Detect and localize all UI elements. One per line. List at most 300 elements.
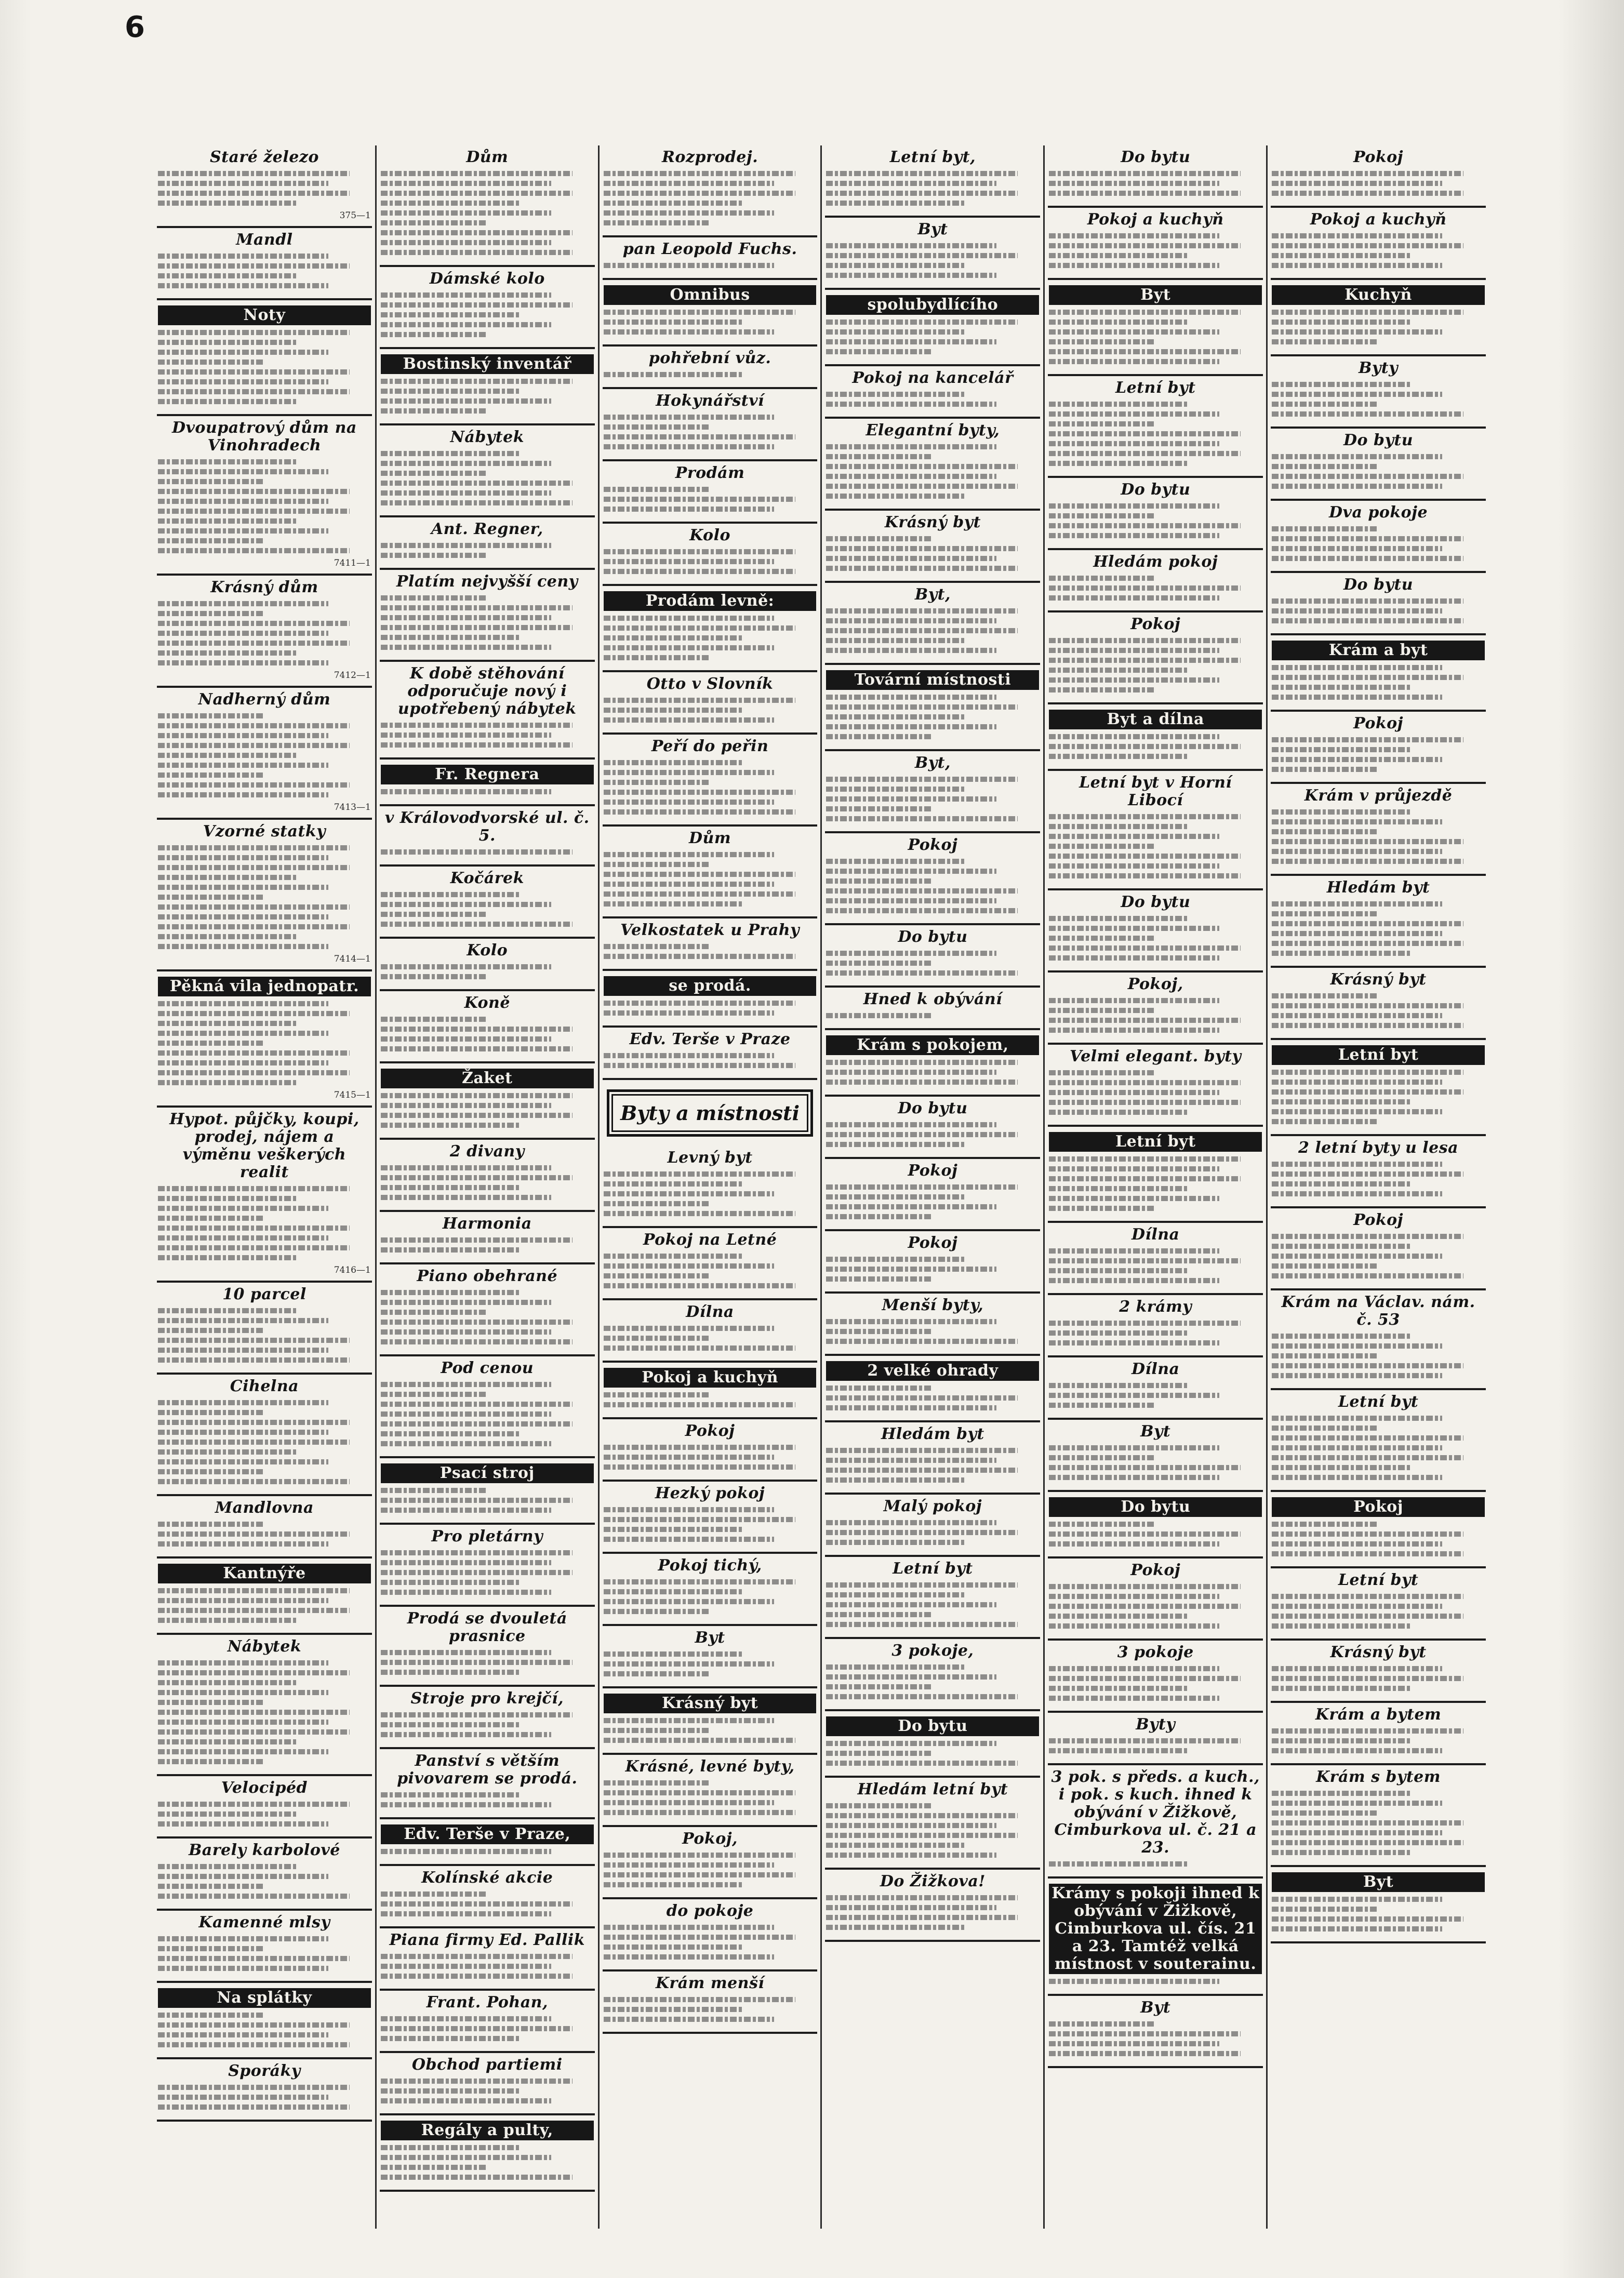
ad-text-placeholder: [381, 635, 519, 640]
ad-text-placeholder: [158, 1060, 328, 1065]
classified-ad: [157, 1496, 372, 1558]
ad-text-placeholder: [1272, 319, 1410, 325]
ad-text-placeholder: [1272, 993, 1378, 998]
classified-ad: [1048, 973, 1263, 1045]
ad-text-placeholder: [604, 852, 774, 857]
classified-ad: [380, 1687, 595, 1749]
ad-header: Byt: [1049, 285, 1262, 305]
ad-text-placeholder: [826, 1925, 964, 1930]
ad-header: Kolo: [467, 941, 508, 960]
ad-text-placeholder: [158, 1739, 296, 1744]
ad-header: Omnibus: [604, 285, 817, 305]
classified-ad: [825, 1870, 1040, 1942]
ad-text-placeholder: [158, 1680, 296, 1685]
ad-header: Pod cenou: [441, 1359, 534, 1377]
ad-text-placeholder: [604, 1254, 742, 1259]
classified-ad: [1048, 771, 1263, 890]
classified-ad: [1048, 704, 1263, 771]
ad-header: Frant. Pohan,: [426, 1993, 548, 2011]
ad-header: Stroje pro krejčí,: [410, 1689, 564, 1708]
classified-ad: [380, 1356, 595, 1458]
classified-ad: [380, 991, 595, 1063]
ad-text-placeholder: [826, 638, 964, 643]
ad-text-placeholder: [1272, 546, 1442, 551]
ad-header: Byt: [695, 1629, 725, 1647]
ad-text-placeholder: [826, 1142, 964, 1147]
ad-text-placeholder: [826, 878, 933, 884]
ad-text-placeholder: [1049, 263, 1219, 268]
ad-text-placeholder: [1272, 1791, 1410, 1796]
ad-header: Rozprodej.: [662, 148, 758, 166]
ad-text-placeholder: [826, 898, 996, 903]
ad-text-placeholder: [158, 1318, 328, 1323]
ad-text-placeholder: [826, 273, 996, 278]
ad-text-placeholder: [826, 1813, 1018, 1818]
classified-ad: [157, 1911, 372, 1983]
ad-text-placeholder: [1049, 1196, 1219, 1201]
ad-text-placeholder: [381, 1402, 573, 1407]
ad-text-placeholder: [604, 1997, 795, 2002]
ad-header: Pokoj: [1353, 714, 1404, 732]
ad-text-placeholder: [1272, 1475, 1442, 1480]
classified-ad: [380, 1928, 595, 1991]
ad-text-placeholder: [1049, 834, 1219, 839]
ad-text-placeholder: [158, 340, 296, 345]
ad-text-placeholder: [158, 944, 328, 949]
ad-text-placeholder: [381, 1498, 573, 1503]
ad-header: Kolo: [689, 526, 730, 544]
classified-ad: [603, 280, 818, 347]
ad-text-placeholder: [1049, 1531, 1241, 1537]
classified-ad: [1271, 784, 1486, 876]
ad-text-placeholder: [604, 220, 710, 225]
ad-text-placeholder: [1272, 171, 1463, 176]
ad-header: Velocipéd: [221, 1779, 308, 1797]
ad-text-placeholder: [1272, 243, 1463, 248]
ad-header: Pokoj: [685, 1422, 735, 1440]
ad-text-placeholder: [826, 1853, 996, 1858]
ad-text-placeholder: [826, 1905, 996, 1910]
classified-ad: [1271, 1136, 1486, 1208]
ad-text-placeholder: [604, 760, 742, 765]
ad-text-placeholder: [826, 1915, 1018, 1920]
ad-text-placeholder: [604, 1063, 795, 1068]
ad-text-placeholder: [604, 954, 795, 959]
ad-text-placeholder: [381, 201, 519, 206]
ad-header: Byt: [1272, 1872, 1485, 1892]
ad-text-placeholder: [1272, 392, 1442, 397]
ad-text-placeholder: [1272, 1353, 1378, 1358]
ad-header: Na splátky: [158, 1988, 371, 2008]
ad-text-placeholder: [826, 1751, 933, 1756]
classified-ad: [825, 1495, 1040, 1557]
ad-text-placeholder: [1272, 1003, 1463, 1008]
classified-ad: [380, 1607, 595, 1687]
ad-text-placeholder: [604, 1507, 774, 1512]
ad-text-placeholder: [158, 1001, 328, 1006]
ad-text-placeholder: [826, 1395, 1018, 1401]
classified-ad: [1048, 280, 1263, 376]
ad-text-placeholder: [1049, 171, 1241, 176]
ad-header: 2 divany: [449, 1142, 525, 1161]
ad-text-placeholder: [1272, 1604, 1442, 1609]
ad-text-placeholder: [1049, 1070, 1155, 1075]
ad-text-placeholder: [158, 2104, 350, 2110]
ad-text-placeholder: [158, 855, 328, 860]
ad-text-placeholder: [604, 872, 795, 877]
ad-text-placeholder: [1272, 1820, 1463, 1826]
ad-text-placeholder: [1049, 1696, 1219, 1701]
ad-text-placeholder: [1272, 253, 1410, 258]
ad-header: Krásný byt: [1330, 970, 1427, 989]
ad-header: pan Leopold Fuchs.: [622, 240, 797, 258]
ad-text-placeholder: [826, 1339, 1018, 1344]
ad-text-placeholder: [381, 1339, 573, 1344]
ad-text-placeholder: [381, 1550, 573, 1555]
ad-header: Dům: [466, 148, 509, 166]
ad-text-placeholder: [381, 849, 573, 855]
ad-text-placeholder: [381, 1017, 487, 1022]
ad-text-placeholder: [158, 1348, 328, 1353]
ad-text-placeholder: [826, 1843, 964, 1848]
classified-ad: [603, 347, 818, 389]
ad-text-placeholder: [1272, 1666, 1442, 1671]
ad-text-placeholder: [158, 601, 328, 606]
ad-text-placeholder: [1049, 1403, 1155, 1408]
ad-text-placeholder: [381, 553, 487, 558]
classified-ad: [825, 1231, 1040, 1294]
ad-text-placeholder: [381, 1802, 551, 1807]
classified-ad: [380, 2053, 595, 2115]
ad-text-placeholder: [604, 862, 710, 867]
ad-text-placeholder: [826, 695, 996, 700]
ad-text-placeholder: [381, 481, 573, 486]
ad-header: Do bytu: [898, 928, 968, 946]
ad-text-placeholder: [158, 924, 350, 929]
ad-text-placeholder: [1049, 431, 1241, 436]
ad-header: 3 pokoje,: [891, 1642, 974, 1660]
ad-text-placeholder: [158, 914, 328, 920]
ad-header: Letní byt: [1115, 379, 1196, 397]
classified-ad: [380, 1458, 595, 1525]
ad-text-placeholder: [604, 800, 774, 805]
ad-text-placeholder: [158, 1588, 350, 1593]
ad-text-placeholder: [1049, 2051, 1241, 2056]
classified-ad: [1271, 1040, 1486, 1136]
ad-header: Žaket: [381, 1069, 594, 1088]
ad-text-placeholder: [1272, 536, 1463, 541]
ad-header: Do bytu: [898, 1099, 968, 1117]
classified-ad: [603, 461, 818, 524]
classified-ad: [603, 1419, 818, 1482]
ad-text-placeholder: [381, 1046, 573, 1051]
ad-text-placeholder: [1272, 849, 1442, 854]
ad-text-placeholder: [1272, 839, 1463, 844]
ad-text-placeholder: [158, 1328, 264, 1333]
classified-ad: [825, 1778, 1040, 1870]
ad-text-placeholder: [381, 1891, 487, 1897]
ad-text-placeholder: [1049, 1330, 1187, 1336]
ad-text-placeholder: [604, 424, 710, 430]
ad-header: Krásný byt: [884, 513, 981, 531]
ad-header: Dámské kolo: [429, 270, 545, 288]
ad-text-placeholder: [158, 171, 350, 176]
ad-text-placeholder: [1049, 1186, 1187, 1191]
ad-text-placeholder: [826, 1132, 1018, 1137]
page-number: 6: [125, 10, 145, 44]
ad-text-placeholder: [1272, 608, 1442, 614]
ad-text-placeholder: [158, 1598, 328, 1603]
classified-ad: [603, 1228, 818, 1300]
ad-text-placeholder: [158, 369, 350, 375]
ad-header: Staré železo: [209, 148, 319, 166]
classified-ad: [1271, 145, 1486, 208]
ad-text-placeholder: [381, 1113, 573, 1118]
ad-text-placeholder: [826, 806, 933, 811]
ad-text-placeholder: [1272, 911, 1378, 916]
ad-text-placeholder: [826, 484, 1018, 489]
ad-text-placeholder: [1049, 329, 1219, 335]
ad-text-placeholder: [158, 772, 264, 778]
ad-text-placeholder: [381, 902, 551, 907]
classified-ad: [825, 1159, 1040, 1231]
ad-text-placeholder: [1049, 648, 1219, 653]
ad-text-placeholder: [1272, 526, 1378, 531]
ad-text-placeholder: [381, 312, 519, 317]
ad-text-placeholder: [381, 230, 573, 235]
ad-text-placeholder: [604, 1191, 774, 1196]
classified-ad: [380, 1991, 595, 2053]
ad-header: Pokoj a kuchyň: [604, 1368, 817, 1388]
ad-text-placeholder: [158, 1400, 328, 1405]
ad-text-placeholder: [604, 1527, 742, 1532]
ad-text-placeholder: [604, 1517, 795, 1522]
ad-text-placeholder: [158, 1031, 328, 1036]
ad-text-placeholder: [1272, 809, 1410, 815]
ad-text-placeholder: [826, 1468, 1018, 1473]
ad-text-placeholder: [604, 1944, 742, 1950]
ad-text-placeholder: [604, 1738, 795, 1743]
ad-text-placeholder: [1049, 411, 1219, 417]
classified-ad: [1271, 968, 1486, 1040]
ad-text-placeholder: [826, 1386, 933, 1391]
ad-text-placeholder: [1049, 1445, 1219, 1450]
ad-text-placeholder: [158, 1021, 296, 1026]
ad-text-placeholder: [826, 191, 1018, 196]
classified-ad: [603, 971, 818, 1028]
ad-header: Otto v Slovník: [646, 675, 774, 693]
ad-text-placeholder: [604, 1336, 710, 1341]
classified-ad: [1048, 1420, 1263, 1492]
ad-text-placeholder: [1272, 767, 1378, 772]
classified-ad: [825, 419, 1040, 511]
ad-text-placeholder: [826, 474, 996, 479]
ad-text-placeholder: [604, 1001, 795, 1006]
classified-ad: [157, 1108, 372, 1283]
classified-ad: [380, 939, 595, 991]
ad-text-placeholder: [604, 1464, 795, 1470]
ad-text-placeholder: [604, 434, 795, 439]
ad-header: Dílna: [686, 1303, 734, 1321]
ad-text-placeholder: [604, 310, 795, 315]
ad-header: Kamenné mlsy: [198, 1913, 330, 1931]
ad-text-placeholder: [826, 243, 996, 248]
ad-text-placeholder: [826, 1520, 996, 1525]
ad-text-placeholder: [1049, 955, 1219, 961]
ad-text-placeholder: [1272, 665, 1442, 670]
ad-text-placeholder: [381, 292, 551, 298]
ad-text-placeholder: [604, 1718, 774, 1723]
ad-header: Piana firmy Ed. Pallik: [389, 1931, 585, 1949]
classified-ad: [603, 145, 818, 237]
ad-text-placeholder: [381, 2155, 551, 2160]
ad-text-placeholder: [381, 1901, 573, 1907]
ad-header: spolubydlícího: [826, 295, 1039, 315]
classified-ad: [603, 1028, 818, 1080]
column-5: [1043, 145, 1266, 2229]
ad-text-placeholder: [826, 648, 996, 653]
ad-text-placeholder: [1272, 1840, 1463, 1845]
ad-text-placeholder: [1049, 533, 1219, 538]
classified-ad: [380, 349, 595, 425]
classified-ad: [1048, 890, 1263, 973]
classified-ad: [157, 1283, 372, 1375]
ad-text-placeholder: [158, 1966, 328, 1971]
classified-ad: [1048, 1357, 1263, 1420]
ad-text-placeholder: [1272, 1435, 1463, 1441]
ad-text-placeholder: [158, 1956, 350, 1961]
ad-text-placeholder: [381, 1320, 573, 1325]
ad-text-placeholder: [381, 1237, 573, 1243]
ad-text-placeholder: [604, 1780, 710, 1786]
ad-text-placeholder: [826, 1823, 996, 1828]
ad-text-placeholder: [158, 263, 350, 269]
ad-header: Pokoj: [908, 1162, 958, 1180]
ad-header: Elegantní byty,: [866, 421, 1000, 439]
ad-text-placeholder: [381, 1508, 551, 1513]
ad-text-placeholder: [826, 704, 1018, 710]
ad-header: Krásný byt: [1330, 1643, 1427, 1661]
ad-header: se prodá.: [604, 976, 817, 996]
ad-text-placeholder: [158, 499, 328, 504]
ad-text-placeholder: [1272, 829, 1378, 834]
classified-ad: [380, 517, 595, 570]
ad-text-placeholder: [826, 714, 964, 720]
ad-text-placeholder: [1272, 1080, 1442, 1085]
ad-text-placeholder: [826, 1184, 1018, 1190]
ad-text-placeholder: [1049, 998, 1219, 1003]
ad-text-placeholder: [826, 1060, 1018, 1065]
ad-text-placeholder: [158, 611, 264, 616]
ad-text-placeholder: [158, 792, 328, 797]
ad-text-placeholder: [158, 621, 350, 626]
ad-text-placeholder: [604, 1283, 795, 1288]
ad-text-placeholder: [158, 1946, 264, 1951]
classified-ad: [1271, 429, 1486, 501]
ad-text-placeholder: [381, 220, 487, 225]
ad-text-placeholder: [1049, 1614, 1187, 1619]
ad-text-placeholder: [158, 1700, 264, 1705]
ad-text-placeholder: [1272, 339, 1378, 344]
classified-ad: [603, 586, 818, 672]
ad-header: Hledám byt: [1326, 878, 1430, 897]
classified-ad: [157, 145, 372, 228]
classified-ad: [603, 918, 818, 971]
ad-text-placeholder: [1049, 1018, 1241, 1023]
ad-text-placeholder: [826, 1013, 933, 1018]
ad-text-placeholder: [604, 181, 774, 186]
classified-ad: [380, 867, 595, 939]
classified-ad: [825, 833, 1040, 925]
ad-text-placeholder: [826, 1622, 1018, 1627]
ad-text-placeholder: [826, 1194, 964, 1200]
column-4: [820, 145, 1043, 2229]
ad-text-placeholder: [158, 904, 350, 910]
ad-text-placeholder: [381, 2088, 519, 2094]
ad-header: Nábytek: [227, 1637, 302, 1656]
ad-text-placeholder: [604, 809, 795, 815]
classified-ad: [380, 1264, 595, 1356]
classified-ad: [380, 1819, 595, 1866]
ad-text-placeholder: [604, 1010, 774, 1016]
ad-text-placeholder: [158, 865, 350, 870]
ad-text-placeholder: [158, 1469, 264, 1474]
ad-header: Krám menší: [655, 1974, 765, 1992]
ad-text-placeholder: [158, 733, 328, 738]
ad-text-placeholder: [1049, 421, 1155, 427]
ad-text-placeholder: [381, 1329, 551, 1335]
ad-header: Mandlovna: [215, 1499, 314, 1517]
ad-text-placeholder: [1272, 1676, 1463, 1681]
ad-text-placeholder: [158, 650, 296, 656]
ad-text-placeholder: [1049, 319, 1187, 325]
classified-ad: [157, 1635, 372, 1776]
ad-text-placeholder: [158, 479, 264, 484]
ad-text-placeholder: [1272, 1623, 1410, 1629]
ad-text-placeholder: [158, 1410, 264, 1415]
ad-text-placeholder: [158, 1479, 350, 1484]
ad-text-placeholder: [1272, 685, 1410, 690]
ad-text-placeholder: [826, 454, 933, 459]
ad-text-placeholder: [604, 1882, 742, 1887]
classified-ad: [1271, 1765, 1486, 1867]
ad-text-placeholder: [604, 1537, 774, 1542]
ad-text-placeholder: [1049, 1604, 1241, 1609]
classified-ad: [157, 2059, 372, 2122]
ad-text-placeholder: [158, 1936, 328, 1941]
ad-header: Levný byt: [667, 1149, 753, 1167]
ad-text-placeholder: [381, 2098, 551, 2103]
ad-text-placeholder: [604, 1392, 710, 1397]
ad-text-placeholder: [1272, 598, 1463, 604]
ad-text-placeholder: [1272, 382, 1410, 387]
ad-text-placeholder: [826, 392, 964, 397]
ad-text-placeholder: [158, 753, 296, 758]
ad-text-placeholder: [1272, 737, 1463, 742]
ad-text-placeholder: [1272, 1830, 1442, 1835]
ad-text-placeholder: [604, 1346, 795, 1351]
ad-text-placeholder: [381, 1570, 573, 1575]
ad-text-placeholder: [1272, 310, 1463, 315]
ad-text-placeholder: [381, 922, 573, 927]
ad-text-placeholder: [1049, 1258, 1241, 1263]
classified-ad: [603, 1899, 818, 1971]
ad-text-placeholder: [604, 790, 795, 795]
ad-text-placeholder: [381, 625, 573, 630]
ad-header: Koně: [464, 994, 510, 1012]
ad-text-placeholder: [604, 1853, 795, 1858]
ad-text-placeholder: [158, 2042, 350, 2047]
